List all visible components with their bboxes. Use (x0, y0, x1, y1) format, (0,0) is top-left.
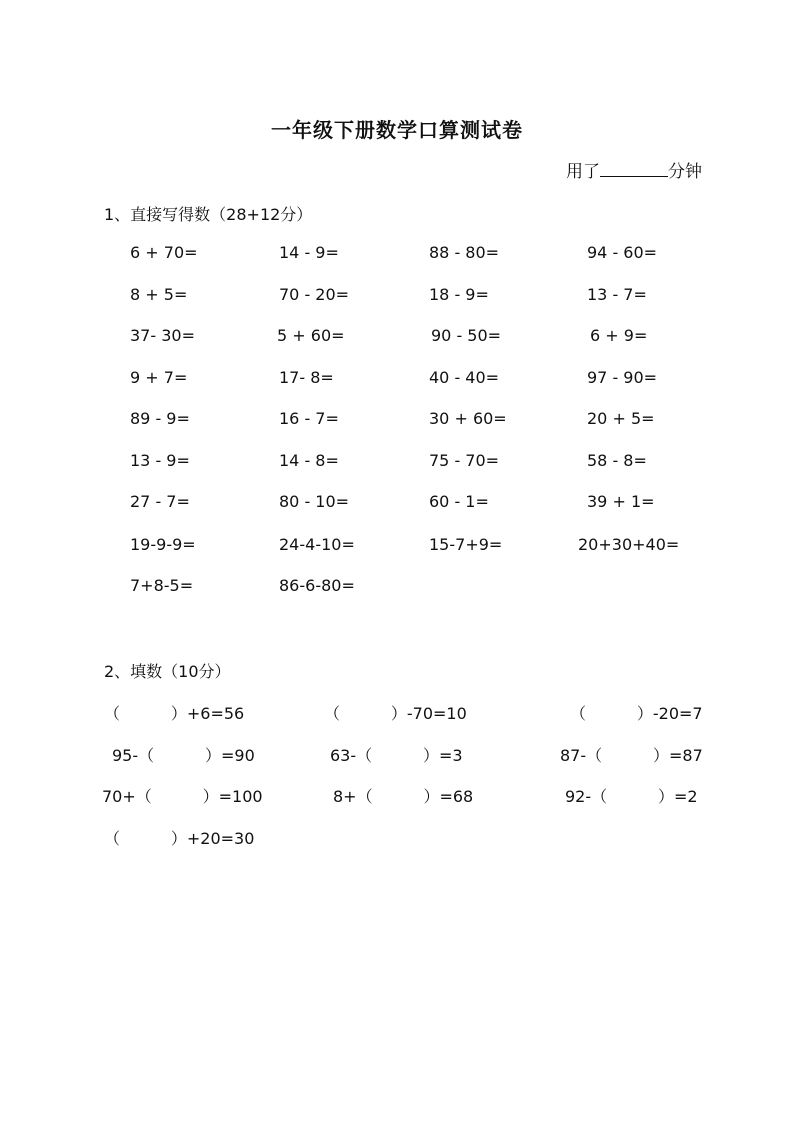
time-suffix: 分钟 (668, 162, 702, 182)
fill-blank-problem[interactable]: 8+（ ）=68 (333, 787, 474, 806)
problem: 58 - 8= (587, 451, 647, 470)
problem: 14 - 8= (279, 451, 339, 470)
problem: 13 - 9= (130, 451, 190, 470)
fill-blank-problem[interactable]: （ ）+6=56 (104, 704, 245, 723)
section2-heading: 2、填数（10分） (104, 662, 231, 681)
problem: 5 + 60= (277, 326, 345, 345)
problem: 60 - 1= (429, 492, 489, 511)
problem: 6 + 70= (130, 243, 198, 262)
problem: 40 - 40= (429, 368, 500, 387)
problem: 88 - 80= (429, 243, 500, 262)
problem: 39 + 1= (587, 492, 655, 511)
fill-blank-problem[interactable]: 87-（ ）=87 (560, 746, 703, 765)
problem: 80 - 10= (279, 492, 350, 511)
problem: 19-9-9= (130, 535, 196, 554)
problem: 94 - 60= (587, 243, 658, 262)
fill-blank-problem[interactable]: 95-（ ）=90 (112, 746, 255, 765)
problem: 24-4-10= (279, 535, 355, 554)
problem: 97 - 90= (587, 368, 658, 387)
problem: 27 - 7= (130, 492, 190, 511)
section1-heading: 1、直接写得数（28+12分） (104, 205, 313, 224)
problem: 16 - 7= (279, 409, 339, 428)
problem: 9 + 7= (130, 368, 188, 387)
problem: 20+30+40= (578, 535, 680, 554)
problem: 90 - 50= (431, 326, 502, 345)
fill-blank-problem[interactable]: 70+（ ）=100 (102, 787, 263, 806)
problem: 14 - 9= (279, 243, 339, 262)
problem: 15-7+9= (429, 535, 503, 554)
problem: 70 - 20= (279, 285, 350, 304)
problem: 8 + 5= (130, 285, 188, 304)
time-blank[interactable] (600, 162, 668, 177)
problem: 20 + 5= (587, 409, 655, 428)
fill-blank-problem[interactable]: 92-（ ）=2 (565, 787, 698, 806)
problem: 30 + 60= (429, 409, 507, 428)
problem: 89 - 9= (130, 409, 190, 428)
problem: 17- 8= (279, 368, 334, 387)
problem: 18 - 9= (429, 285, 489, 304)
problem: 37- 30= (130, 326, 195, 345)
problem: 86-6-80= (279, 576, 355, 595)
fill-blank-problem[interactable]: （ ）-70=10 (324, 704, 467, 723)
fill-blank-problem[interactable]: 63-（ ）=3 (330, 746, 463, 765)
fill-blank-problem[interactable]: （ ）-20=7 (570, 704, 703, 723)
problem: 13 - 7= (587, 285, 647, 304)
problem: 7+8-5= (130, 576, 194, 595)
page-title: 一年级下册数学口算测试卷 (271, 118, 523, 142)
fill-blank-problem[interactable]: （ ）+20=30 (104, 829, 255, 848)
problem: 6 + 9= (590, 326, 648, 345)
problem: 75 - 70= (429, 451, 500, 470)
time-used (566, 157, 702, 182)
time-prefix: 用了 (566, 162, 600, 182)
